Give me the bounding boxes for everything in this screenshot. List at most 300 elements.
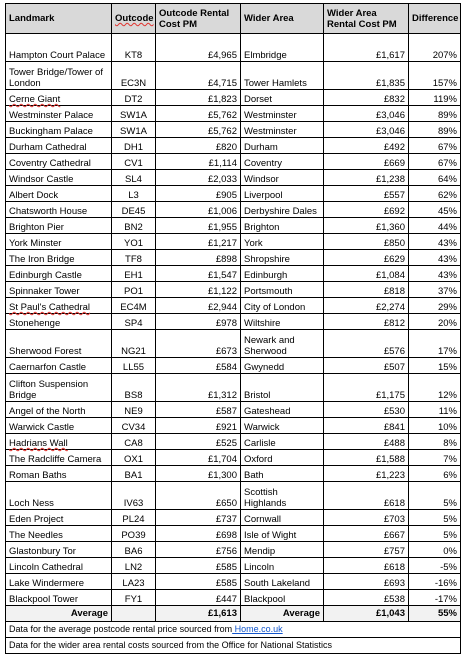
cell-wider-area-text: Bristol [244,390,271,401]
cell-difference-text: 64% [437,174,457,185]
table-row [6,170,461,186]
cell-difference-text: 37% [437,286,457,297]
cell-landmark [6,466,112,482]
cell-wider-cost-text: £693 [383,578,405,589]
cell-outcode [112,106,156,122]
cell-wider-cost-text: £538 [383,594,405,605]
cell-wider-area-text: Lincoln [244,562,275,573]
cell-wider-cost-text: £1,175 [375,390,405,401]
average-row [6,606,461,622]
cell-outcode [112,314,156,330]
cell-outcode-text: PO39 [121,530,146,541]
cell-difference [409,482,461,510]
cell-difference-text: 5% [443,514,457,525]
cell-wider-area-text: Scottish Highlands [244,487,287,509]
cell-wider-area [241,374,324,402]
cell-wider-area-text: Edinburgh [244,270,288,281]
cell-landmark-text: The Needles [9,530,63,541]
cell-outcode [112,170,156,186]
cell-difference-text: 43% [437,270,457,281]
cell-outcode-cost [156,90,241,106]
cell-difference [409,466,461,482]
cell-outcode [112,542,156,558]
cell-wider-area [241,574,324,590]
table-row [6,314,461,330]
cell-landmark [6,138,112,154]
cell-landmark-text: Lincoln Cathedral [9,562,83,573]
cell-outcode [112,122,156,138]
cell-landmark [6,314,112,330]
cell-wider-area-text: Newark and Sherwood [244,335,295,357]
cell-wider-area [241,450,324,466]
cell-outcode-text: CV1 [124,158,143,169]
cell-landmark-text: Sherwood Forest [9,346,82,357]
cell-wider-area [241,542,324,558]
cell-wider-cost [324,122,409,138]
table-row [6,510,461,526]
cell-wider-area [241,466,324,482]
cell-wider-cost-text: £841 [383,422,405,433]
cell-difference [409,266,461,282]
cell-landmark [6,122,112,138]
cell-wider-area-text: Wiltshire [244,318,281,329]
cell-landmark-text: Hampton Court Palace [9,50,106,61]
cell-wider-cost-text: £3,046 [375,110,405,121]
cell-difference [409,90,461,106]
cell-wider-area [241,590,324,606]
cell-outcode [112,34,156,62]
cell-difference-text: 20% [437,318,457,329]
cell-outcode-text: L3 [128,190,139,201]
cell-outcode-cost-text: £1,547 [207,270,237,281]
cell-wider-cost-text: £3,046 [375,126,405,137]
cell-wider-cost-text: £1,588 [375,454,405,465]
cell-wider-cost-text: £832 [383,94,405,105]
header-outcode [112,4,156,34]
cell-outcode-cost-text: £820 [215,142,237,153]
table-row [6,34,461,62]
cell-wider-area-text: Warwick [244,422,280,433]
cell-wider-area [241,202,324,218]
cell-outcode [112,330,156,358]
table-row [6,62,461,90]
cell-landmark-text: Spinnaker Tower [9,286,80,297]
cell-wider-cost-text: £692 [383,206,405,217]
cell-wider-cost [324,62,409,90]
table-row [6,466,461,482]
cell-wider-area-text: South Lakeland [244,578,311,589]
cell-landmark-text: Chatsworth House [9,206,88,217]
cell-landmark [6,434,112,450]
cell-landmark [6,402,112,418]
cell-difference-text: 119% [433,94,457,105]
rental-table-container [5,3,460,654]
cell-outcode-cost [156,450,241,466]
cell-outcode [112,266,156,282]
cell-outcode-cost-text: £1,122 [207,286,237,297]
cell-wider-cost [324,374,409,402]
cell-outcode [112,526,156,542]
table-row [6,558,461,574]
cell-landmark-text: Loch Ness [9,498,54,509]
cell-outcode [112,218,156,234]
cell-landmark-text: Caernarfon Castle [9,362,87,373]
table-row [6,482,461,510]
cell-outcode-text: OX1 [123,454,143,465]
cell-wider-area-text: Blackpool [244,594,286,605]
table-row [6,282,461,298]
cell-wider-area-text: City of London [244,302,306,313]
cell-wider-cost [324,266,409,282]
cell-wider-cost-text: £530 [383,406,405,417]
table-row [6,234,461,250]
cell-wider-cost-text: £1,360 [375,222,405,233]
cell-wider-cost [324,526,409,542]
cell-wider-cost [324,558,409,574]
cell-wider-area-text: Gwynedd [244,362,285,373]
cell-outcode-text: DE45 [121,206,146,217]
average-label: Average [6,606,112,622]
table-row [6,330,461,358]
cell-wider-cost [324,574,409,590]
table-row [6,122,461,138]
cell-outcode-text: LL55 [122,362,145,373]
table-row [6,434,461,450]
note-row-1 [6,622,461,638]
cell-wider-cost-text: £1,223 [375,470,405,481]
cell-outcode [112,234,156,250]
cell-wider-area-text: Isle of Wight [244,530,297,541]
cell-landmark [6,482,112,510]
cell-landmark-text: Roman Baths [9,470,67,481]
cell-wider-area-text: Gateshead [244,406,291,417]
cell-wider-cost-text: £618 [383,498,405,509]
table-row [6,90,461,106]
average-label-2: Average [241,606,324,622]
cell-wider-area-text: Cornwall [244,514,281,525]
cell-outcode-cost-text: £587 [215,406,237,417]
cell-landmark [6,542,112,558]
cell-wider-area [241,154,324,170]
cell-outcode-text: DT2 [124,94,143,105]
cell-wider-area [241,218,324,234]
cell-outcode [112,450,156,466]
cell-wider-area [241,250,324,266]
cell-difference-text: 8% [443,438,457,449]
cell-wider-cost [324,314,409,330]
cell-wider-area-text: Portsmouth [244,286,293,297]
cell-landmark [6,186,112,202]
cell-wider-area [241,482,324,510]
cell-wider-cost [324,434,409,450]
cell-difference-text: 44% [437,222,457,233]
cell-outcode-cost [156,122,241,138]
cell-wider-cost-text: £507 [383,362,405,373]
cell-landmark-text: The Radcliffe Camera [9,454,102,465]
cell-wider-cost [324,402,409,418]
cell-landmark [6,202,112,218]
cell-outcode [112,434,156,450]
cell-outcode [112,558,156,574]
cell-difference-text: 6% [443,470,457,481]
cell-landmark [6,90,112,106]
cell-difference-text: 12% [437,390,457,401]
cell-wider-area-text: Durham [244,142,278,153]
cell-outcode-cost-text: £5,762 [207,126,237,137]
cell-wider-area-text: Shropshire [244,254,290,265]
cell-landmark-text: The Iron Bridge [9,254,75,265]
cell-outcode-cost-text: £905 [215,190,237,201]
cell-wider-area-text: Mendip [244,546,276,557]
cell-difference [409,154,461,170]
cell-outcode-cost [156,526,241,542]
cell-difference-text: 89% [437,110,457,121]
cell-wider-cost [324,218,409,234]
cell-outcode-cost-text: £584 [215,362,237,373]
cell-wider-cost [324,330,409,358]
cell-outcode-cost [156,170,241,186]
cell-landmark [6,282,112,298]
table-row [6,450,461,466]
cell-landmark-text: Windsor Castle [9,174,74,185]
cell-outcode-text: BA6 [124,546,143,557]
cell-difference-text: -16% [434,578,457,589]
cell-difference [409,510,461,526]
cell-landmark [6,250,112,266]
average-outcode-empty [112,606,156,622]
cell-difference [409,558,461,574]
note-row-2 [6,638,461,654]
cell-wider-area [241,418,324,434]
cell-wider-area-text: Tower Hamlets [244,78,307,89]
cell-landmark-text: Lake Windermere [9,578,84,589]
cell-wider-cost-text: £488 [383,438,405,449]
table-row [6,590,461,606]
cell-difference-text: 29% [437,302,457,313]
cell-difference [409,34,461,62]
table-row [6,250,461,266]
cell-landmark-text: Coventry Cathedral [9,158,91,169]
cell-outcode-cost-text: £698 [215,530,237,541]
cell-wider-area-text: Windsor [244,174,279,185]
cell-wider-cost [324,202,409,218]
cell-landmark-text: Edinburgh Castle [9,270,82,281]
cell-difference-text: 62% [437,190,457,201]
cell-outcode-cost-text: £1,704 [207,454,237,465]
cell-difference [409,106,461,122]
cell-wider-area-text: York [244,238,263,249]
cell-wider-cost-text: £557 [383,190,405,201]
table-row [6,218,461,234]
cell-outcode [112,250,156,266]
cell-outcode [112,418,156,434]
cell-outcode-cost-text: £2,033 [207,174,237,185]
cell-outcode-cost [156,62,241,90]
cell-outcode [112,298,156,314]
cell-outcode-cost-text: £978 [215,318,237,329]
cell-outcode [112,510,156,526]
header-outcode-rental: Outcode Rental Cost PM [156,4,241,34]
cell-landmark [6,266,112,282]
cell-outcode-cost [156,590,241,606]
cell-difference [409,122,461,138]
cell-wider-cost-text: £492 [383,142,405,153]
cell-landmark-text: Angel of the North [9,406,86,417]
cell-wider-cost [324,90,409,106]
cell-outcode-cost [156,402,241,418]
cell-difference [409,330,461,358]
cell-wider-cost-text: £669 [383,158,405,169]
cell-landmark [6,298,112,314]
cell-outcode-text: EC4M [120,302,147,313]
cell-outcode-cost [156,542,241,558]
cell-outcode-cost-text: £447 [215,594,237,605]
cell-landmark-text: Glastonbury Tor [9,546,76,557]
cell-landmark-text: Brighton Pier [9,222,64,233]
cell-wider-area [241,358,324,374]
cell-wider-cost-text: £1,238 [375,174,405,185]
cell-landmark [6,526,112,542]
cell-wider-area-text: Liverpool [244,190,283,201]
cell-wider-area [241,402,324,418]
cell-wider-area [241,186,324,202]
cell-outcode-cost-text: £756 [215,546,237,557]
cell-outcode-cost [156,106,241,122]
cell-wider-area [241,138,324,154]
cell-wider-area [241,170,324,186]
cell-outcode-cost [156,282,241,298]
cell-landmark [6,558,112,574]
cell-difference-text: 43% [437,238,457,249]
cell-outcode [112,282,156,298]
cell-wider-area [241,558,324,574]
cell-difference [409,234,461,250]
cell-outcode [112,482,156,510]
cell-wider-cost-text: £757 [383,546,405,557]
cell-outcode-text: SL4 [125,174,142,185]
cell-wider-area [241,266,324,282]
cell-outcode-text: EH1 [124,270,143,281]
cell-wider-cost [324,482,409,510]
cell-outcode-cost-text: £4,715 [207,78,237,89]
cell-difference-text: -5% [440,562,457,573]
cell-landmark [6,34,112,62]
cell-wider-area-text: Dorset [244,94,272,105]
cell-landmark-text: Clifton Suspension Bridge [9,379,89,401]
cell-outcode-cost [156,202,241,218]
cell-outcode-text: NG21 [121,346,146,357]
cell-difference-text: 43% [437,254,457,265]
cell-difference-text: 67% [437,142,457,153]
cell-outcode [112,374,156,402]
cell-difference-text: 5% [443,498,457,509]
cell-outcode-cost [156,482,241,510]
cell-difference [409,282,461,298]
cell-wider-cost [324,250,409,266]
cell-outcode-cost [156,234,241,250]
cell-landmark-text: St Paul's Cathedral [9,302,91,313]
cell-wider-cost-text: £1,835 [375,78,405,89]
cell-landmark-text: Cerne Giant [9,94,61,105]
cell-difference-text: -17% [434,594,457,605]
cell-outcode [112,154,156,170]
cell-outcode-cost-text: £4,965 [207,50,237,61]
cell-outcode-cost [156,330,241,358]
cell-landmark [6,418,112,434]
note-1 [6,622,461,638]
cell-outcode-cost [156,574,241,590]
table-row [6,574,461,590]
table-row [6,266,461,282]
cell-outcode-text: BS8 [124,390,143,401]
cell-difference [409,170,461,186]
cell-wider-area-text: Coventry [244,158,283,169]
average-wider-cost: £1,043 [324,606,409,622]
cell-difference-text: 7% [443,454,457,465]
cell-wider-cost [324,298,409,314]
cell-difference [409,358,461,374]
cell-wider-cost-text: £703 [383,514,405,525]
cell-outcode [112,466,156,482]
cell-outcode-text: FY1 [124,594,143,605]
cell-wider-cost-text: £618 [383,562,405,573]
cell-landmark-text: Warwick Castle [9,422,75,433]
cell-wider-area [241,90,324,106]
cell-landmark-text: Tower Bridge/Tower of London [9,67,103,89]
cell-outcode-cost [156,510,241,526]
note-2: Data for the wider area rental costs sourced from the Office for National Statistics [6,638,461,654]
cell-difference [409,314,461,330]
cell-outcode [112,90,156,106]
cell-wider-cost-text: £818 [383,286,405,297]
cell-difference-text: 15% [437,362,457,373]
cell-wider-cost-text: £2,274 [375,302,405,313]
cell-outcode-cost-text: £525 [215,438,237,449]
cell-wider-area-text: Westminster [244,110,297,121]
cell-difference [409,62,461,90]
cell-outcode-text: PO1 [123,286,143,297]
cell-landmark-text: York Minster [9,238,62,249]
cell-outcode-cost [156,314,241,330]
cell-landmark [6,170,112,186]
cell-difference [409,542,461,558]
cell-wider-area [241,282,324,298]
table-row [6,154,461,170]
cell-difference [409,434,461,450]
cell-difference [409,418,461,434]
cell-wider-cost [324,34,409,62]
header-row [6,4,461,34]
cell-difference-text: 5% [443,530,457,541]
cell-wider-area [241,106,324,122]
cell-wider-area [241,122,324,138]
cell-wider-area [241,34,324,62]
cell-outcode-text: NE9 [124,406,143,417]
cell-landmark [6,62,112,90]
cell-outcode-text: KT8 [124,50,143,61]
cell-landmark [6,510,112,526]
cell-wider-area-text: Oxford [244,454,273,465]
home-co-uk-link[interactable]: Home.co.uk [232,624,283,634]
cell-wider-area [241,434,324,450]
cell-outcode-cost-text: £1,823 [207,94,237,105]
cell-outcode-cost-text: £1,217 [207,238,237,249]
cell-landmark [6,590,112,606]
cell-wider-area-text: Elmbridge [244,50,287,61]
cell-difference-text: 45% [437,206,457,217]
cell-wider-cost [324,186,409,202]
cell-landmark-text: Stonehenge [9,318,61,329]
